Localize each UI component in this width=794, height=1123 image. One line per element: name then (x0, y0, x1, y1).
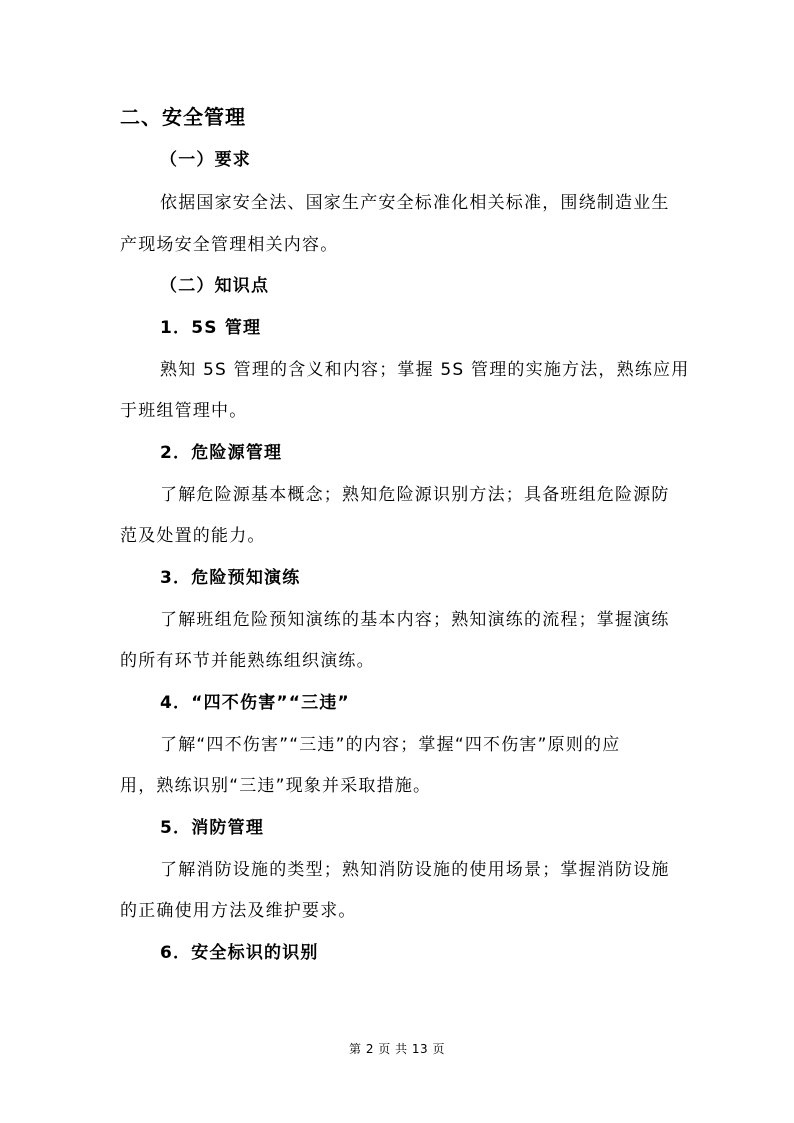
item-4-text-line-1: 了解“四不伤害”“三违”的内容；掌握“四不伤害”原则的应 (160, 735, 621, 755)
item-1-text-line-1: 熟知 5S 管理的含义和内容；掌握 5S 管理的实施方法，熟练应用 (160, 360, 690, 380)
section-title: 二、安全管理 (120, 105, 246, 129)
page-footer: 第 2 页 共 13 页 (349, 1042, 445, 1056)
item-5-title: 5．消防管理 (160, 818, 265, 838)
item-3-text-line-2: 的所有环节并能熟练组织演练。 (120, 651, 375, 671)
item-5-text-line-1: 了解消防设施的类型；熟知消防设施的使用场景；掌握消防设施 (160, 860, 670, 880)
item-3-title: 3．危险预知演练 (160, 568, 301, 588)
item-4-text-line-2: 用，熟练识别“三违”现象并采取措施。 (120, 776, 432, 796)
item-3-text-line-1: 了解班组危险预知演练的基本内容；熟知演练的流程；掌握演练 (160, 610, 670, 630)
item-1-title: 1．5S 管理 (160, 318, 262, 338)
requirements-text-line-2: 产现场安全管理相关内容。 (120, 235, 339, 255)
item-2-title: 2．危险源管理 (160, 443, 283, 463)
item-6-title: 6．安全标识的识别 (160, 943, 319, 963)
item-1-text-line-2: 于班组管理中。 (120, 401, 248, 421)
knowledge-points-heading: （二）知识点 (160, 276, 270, 296)
requirements-text-line-1: 依据国家安全法、国家生产安全标准化相关标准，围绕制造业生 (160, 193, 670, 213)
requirements-heading: （一）要求 (160, 150, 251, 170)
item-2-text-line-2: 范及处置的能力。 (120, 526, 266, 546)
item-5-text-line-2: 的正确使用方法及维护要求。 (120, 901, 357, 921)
item-4-title: 4．“四不伤害”“三违” (160, 693, 350, 713)
item-2-text-line-1: 了解危险源基本概念；熟知危险源识别方法；具备班组危险源防 (160, 485, 670, 505)
